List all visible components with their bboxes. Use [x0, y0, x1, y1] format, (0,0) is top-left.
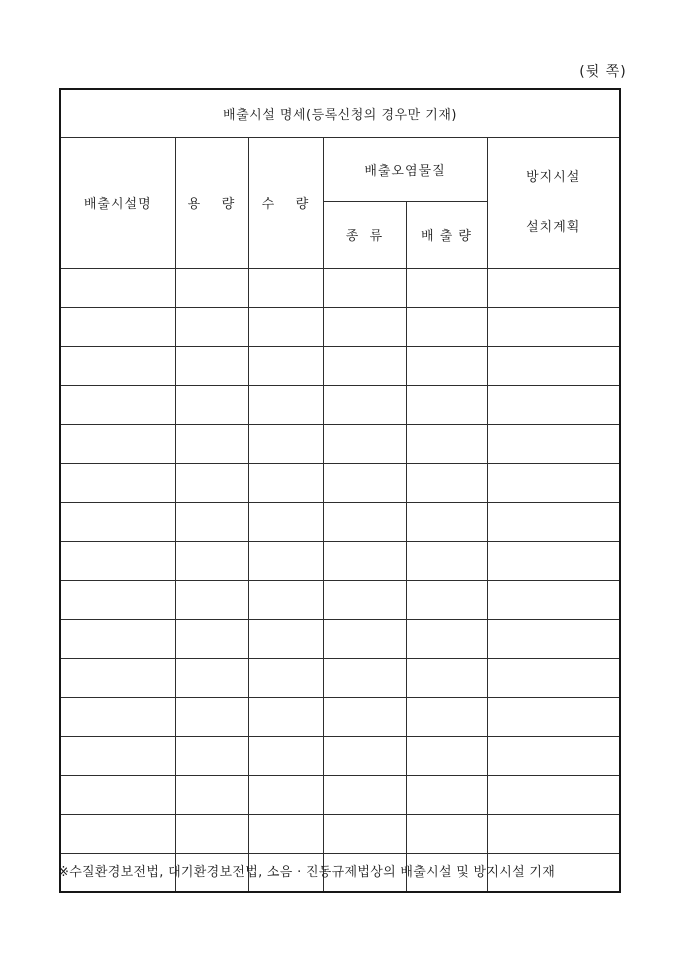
- table-cell: [323, 424, 406, 463]
- table-cell: [175, 307, 248, 346]
- table-cell: [175, 424, 248, 463]
- table-cell: [487, 268, 620, 307]
- table-cell: [406, 541, 487, 580]
- table-row: [60, 541, 620, 580]
- table-cell: [406, 814, 487, 853]
- table-row: [60, 268, 620, 307]
- table-cell: [406, 736, 487, 775]
- table-cell: [60, 385, 175, 424]
- col-header-capacity: 용 량: [175, 137, 248, 268]
- table-cell: [175, 346, 248, 385]
- table-cell: [175, 697, 248, 736]
- table-cell: [60, 775, 175, 814]
- table-cell: [60, 736, 175, 775]
- col-header-quantity: 수 량: [248, 137, 323, 268]
- table-cell: [175, 268, 248, 307]
- table-cell: [323, 658, 406, 697]
- table-cell: [323, 697, 406, 736]
- table-row: [60, 619, 620, 658]
- table-cell: [323, 346, 406, 385]
- table-row: [60, 775, 620, 814]
- table-cell: [323, 814, 406, 853]
- col-header-facility-name: 배출시설명: [60, 137, 175, 268]
- table-cell: [406, 580, 487, 619]
- col-header-pollutant-type: 종 류: [323, 202, 406, 269]
- table-cell: [248, 775, 323, 814]
- col-header-prevention-plan-line1: 방지시설: [526, 169, 581, 185]
- table-row: [60, 736, 620, 775]
- table-cell: [60, 424, 175, 463]
- table-cell: [487, 307, 620, 346]
- page-side-label: (뒷 쪽): [579, 64, 627, 80]
- table-cell: [248, 814, 323, 853]
- table-cell: [60, 463, 175, 502]
- table-cell: [487, 424, 620, 463]
- table-cell: [487, 541, 620, 580]
- table-cell: [175, 385, 248, 424]
- table-cell: [406, 463, 487, 502]
- table-cell: [248, 424, 323, 463]
- table-row: [60, 502, 620, 541]
- emission-facility-table: [59, 88, 621, 893]
- table-title: 배출시설 명세(등록신청의 경우만 기재): [60, 89, 620, 137]
- col-header-pollutant-amount: 배 출 량: [406, 202, 487, 269]
- col-header-prevention-plan: [487, 137, 620, 268]
- table-cell: [175, 502, 248, 541]
- table-cell: [60, 814, 175, 853]
- table-header: [60, 89, 620, 268]
- table-cell: [60, 580, 175, 619]
- table-cell: [248, 619, 323, 658]
- table-body: [60, 268, 620, 892]
- table-cell: [487, 580, 620, 619]
- table-cell: [60, 307, 175, 346]
- col-header-pollutants-group: 배출오염물질: [323, 137, 487, 202]
- table-cell: [248, 736, 323, 775]
- table-cell: [175, 736, 248, 775]
- table-cell: [323, 268, 406, 307]
- table-cell: [60, 658, 175, 697]
- table-cell: [248, 268, 323, 307]
- table-cell: [406, 424, 487, 463]
- table-title-row: [60, 89, 620, 137]
- table-cell: [487, 697, 620, 736]
- table-row: [60, 307, 620, 346]
- table-cell: [487, 502, 620, 541]
- table-cell: [248, 463, 323, 502]
- table-cell: [60, 697, 175, 736]
- table-cell: [60, 541, 175, 580]
- table-cell: [323, 463, 406, 502]
- table-cell: [175, 463, 248, 502]
- table-cell: [323, 619, 406, 658]
- table-row: [60, 580, 620, 619]
- table-row: [60, 814, 620, 853]
- table-cell: [406, 307, 487, 346]
- table-cell: [60, 619, 175, 658]
- table-cell: [248, 385, 323, 424]
- table-row: [60, 463, 620, 502]
- table-cell: [406, 775, 487, 814]
- table-cell: [487, 736, 620, 775]
- table-row: [60, 424, 620, 463]
- table-cell: [248, 502, 323, 541]
- table-row: [60, 658, 620, 697]
- column-header-row: [60, 137, 620, 202]
- table-row: [60, 697, 620, 736]
- table-cell: [487, 814, 620, 853]
- table-cell: [175, 619, 248, 658]
- table-cell: [175, 814, 248, 853]
- table-cell: [248, 307, 323, 346]
- table-cell: [487, 658, 620, 697]
- table-cell: [406, 268, 487, 307]
- table-cell: [323, 307, 406, 346]
- table-cell: [248, 346, 323, 385]
- table-cell: [323, 580, 406, 619]
- table-cell: [323, 775, 406, 814]
- table-row: [60, 346, 620, 385]
- table-cell: [60, 268, 175, 307]
- table-cell: [60, 502, 175, 541]
- table-cell: [175, 541, 248, 580]
- table-cell: [323, 541, 406, 580]
- table-cell: [248, 541, 323, 580]
- table-cell: [323, 736, 406, 775]
- table-cell: [406, 346, 487, 385]
- table-cell: [487, 775, 620, 814]
- table-cell: [406, 658, 487, 697]
- footnote: ※수질환경보전법, 대기환경보전법, 소음 · 진동규제법상의 배출시설 및 방지시설 기재: [58, 865, 556, 880]
- table-cell: [487, 385, 620, 424]
- table-cell: [248, 580, 323, 619]
- table-cell: [175, 658, 248, 697]
- table-cell: [487, 619, 620, 658]
- table-cell: [175, 580, 248, 619]
- table-cell: [248, 697, 323, 736]
- table-cell: [248, 658, 323, 697]
- col-header-prevention-plan-line2: 설치계획: [526, 219, 581, 235]
- table-cell: [323, 502, 406, 541]
- table-cell: [406, 502, 487, 541]
- table-cell: [487, 463, 620, 502]
- table-cell: [60, 346, 175, 385]
- table-row: [60, 385, 620, 424]
- table-cell: [487, 346, 620, 385]
- table-cell: [175, 775, 248, 814]
- table-cell: [406, 619, 487, 658]
- table-cell: [406, 697, 487, 736]
- table-cell: [323, 385, 406, 424]
- table-cell: [406, 385, 487, 424]
